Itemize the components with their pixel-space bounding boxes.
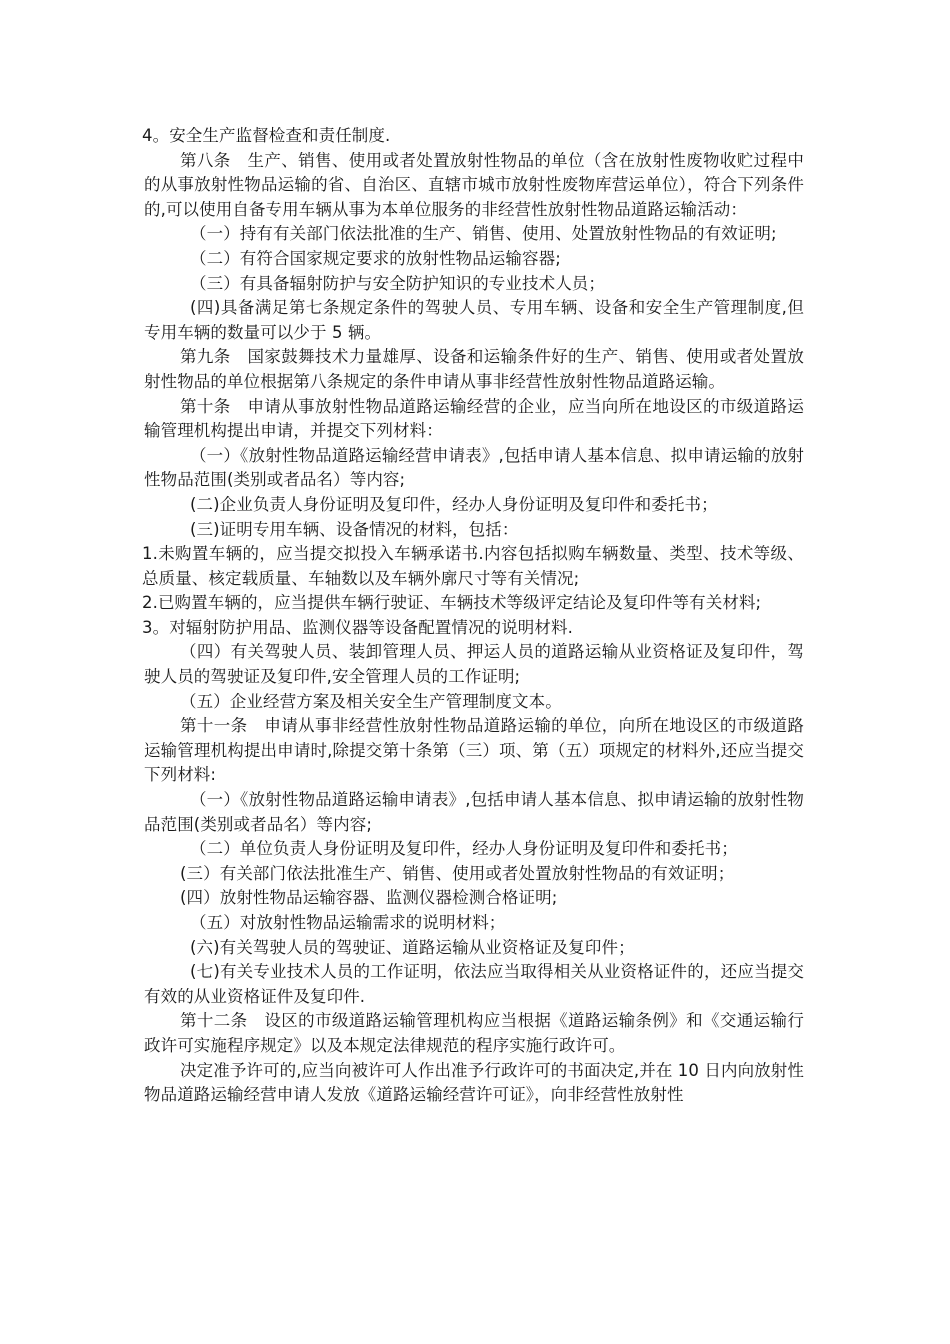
paragraph: (二)企业负责人身份证明及复印件，经办人身份证明及复印件和委托书；: [190, 494, 718, 514]
paragraph: （五）企业经营方案及相关安全生产管理制度文本。: [180, 691, 562, 711]
paragraph: （一）《放射性物品道路运输申请表》,包括申请人基本信息、拟申请运输的放射性物品范围(类别或者品名）等内容;: [144, 790, 804, 834]
paragraph: 决定准予许可的,应当向被许可人作出准予行政许可的书面决定,并在 10 日内向放射性物品道路运输经营申请人发放《道路运输经营许可证》，向非经营性放射性: [144, 1060, 804, 1105]
paragraph: (四)具备满足第七条规定条件的驾驶人员、专用车辆、设备和安全生产管理制度,但专用车辆的数量可以少于 5 辆。: [144, 298, 804, 342]
paragraph: 2.已购置车辆的，应当提供车辆行驶证、车辆技术等级评定结论及复印件等有关材料;: [142, 593, 762, 613]
paragraph: 第九条 国家鼓舞技术力量雄厚、设备和运输条件好的生产、销售、使用或者处置放射性物品的单位根据第八条规定的条件申请从事非经营性放射性物品道路运输。: [144, 347, 804, 391]
paragraph: (六)有关驾驶人员的驾驶证、道路运输从业资格证及复印件；: [190, 937, 635, 957]
paragraph: 第十二条 设区的市级道路运输管理机构应当根据《道路运输条例》和《交通运输行政许可实施程序规定》以及本规定法律规范的程序实施行政许可。: [144, 1011, 804, 1055]
document-body: [144, 124, 804, 1108]
paragraph: (七)有关专业技术人员的工作证明，依法应当取得相关从业资格证件的，还应当提交有效的从业资格证件及复印件.: [144, 962, 804, 1006]
paragraph: 第八条 生产、销售、使用或者处置放射性物品的单位（含在放射性废物收贮过程中的从事放射性物品运输的省、自治区、直辖市城市放射性废物库营运单位），符合下列条件的,可以使用自备专用车辆从事为本单位服务的非经营性放射性物品道路运输活动：: [144, 150, 804, 219]
paragraph: （五）对放射性物品运输需求的说明材料；: [190, 913, 506, 932]
paragraph: （二）单位负责人身份证明及复印件，经办人身份证明及复印件和委托书；: [190, 839, 738, 859]
paragraph: 1.未购置车辆的，应当提交拟投入车辆承诺书.内容包括拟购车辆数量、类型、技术等级、总质量、核定载质量、车轴数以及车辆外廓尺寸等有关情况;: [142, 544, 804, 588]
paragraph: （三）有具备辐射防护与安全防护知识的专业技术人员；: [190, 273, 605, 293]
paragraph: 第十一条 申请从事非经营性放射性物品道路运输的单位，向所在地设区的市级道路运输管理机构提出申请时,除提交第十条第（三）项、第（五）项规定的材料外,还应当提交下列材料:: [144, 716, 804, 785]
paragraph: 3。对辐射防护用品、监测仪器等设备配置情况的说明材料.: [142, 617, 573, 637]
paragraph: （一）《放射性物品道路运输经营申请表》,包括申请人基本信息、拟申请运输的放射性物品范围(类别或者品名）等内容;: [144, 445, 804, 490]
paragraph: (三)证明专用车辆、设备情况的材料，包括：: [190, 519, 519, 539]
paragraph: (四）放射性物品运输容器、监测仪器检测合格证明;: [180, 888, 558, 908]
paragraph: 4。安全生产监督检查和责任制度.: [142, 126, 391, 145]
paragraph: 第十条 申请从事放射性物品道路运输经营的企业，应当向所在地设区的市级道路运输管理机构提出申请，并提交下列材料：: [144, 396, 804, 441]
paragraph: (三）有关部门依法批准生产、销售、使用或者处置放射性物品的有效证明；: [180, 863, 735, 883]
paragraph: （一）持有有关部门依法批准的生产、销售、使用、处置放射性物品的有效证明;: [190, 224, 777, 244]
paragraph: （四）有关驾驶人员、装卸管理人员、押运人员的道路运输从业资格证及复印件，驾驶人员的驾驶证及复印件,安全管理人员的工作证明;: [144, 642, 804, 687]
paragraph: （二）有符合国家规定要求的放射性物品运输容器;: [190, 248, 561, 268]
